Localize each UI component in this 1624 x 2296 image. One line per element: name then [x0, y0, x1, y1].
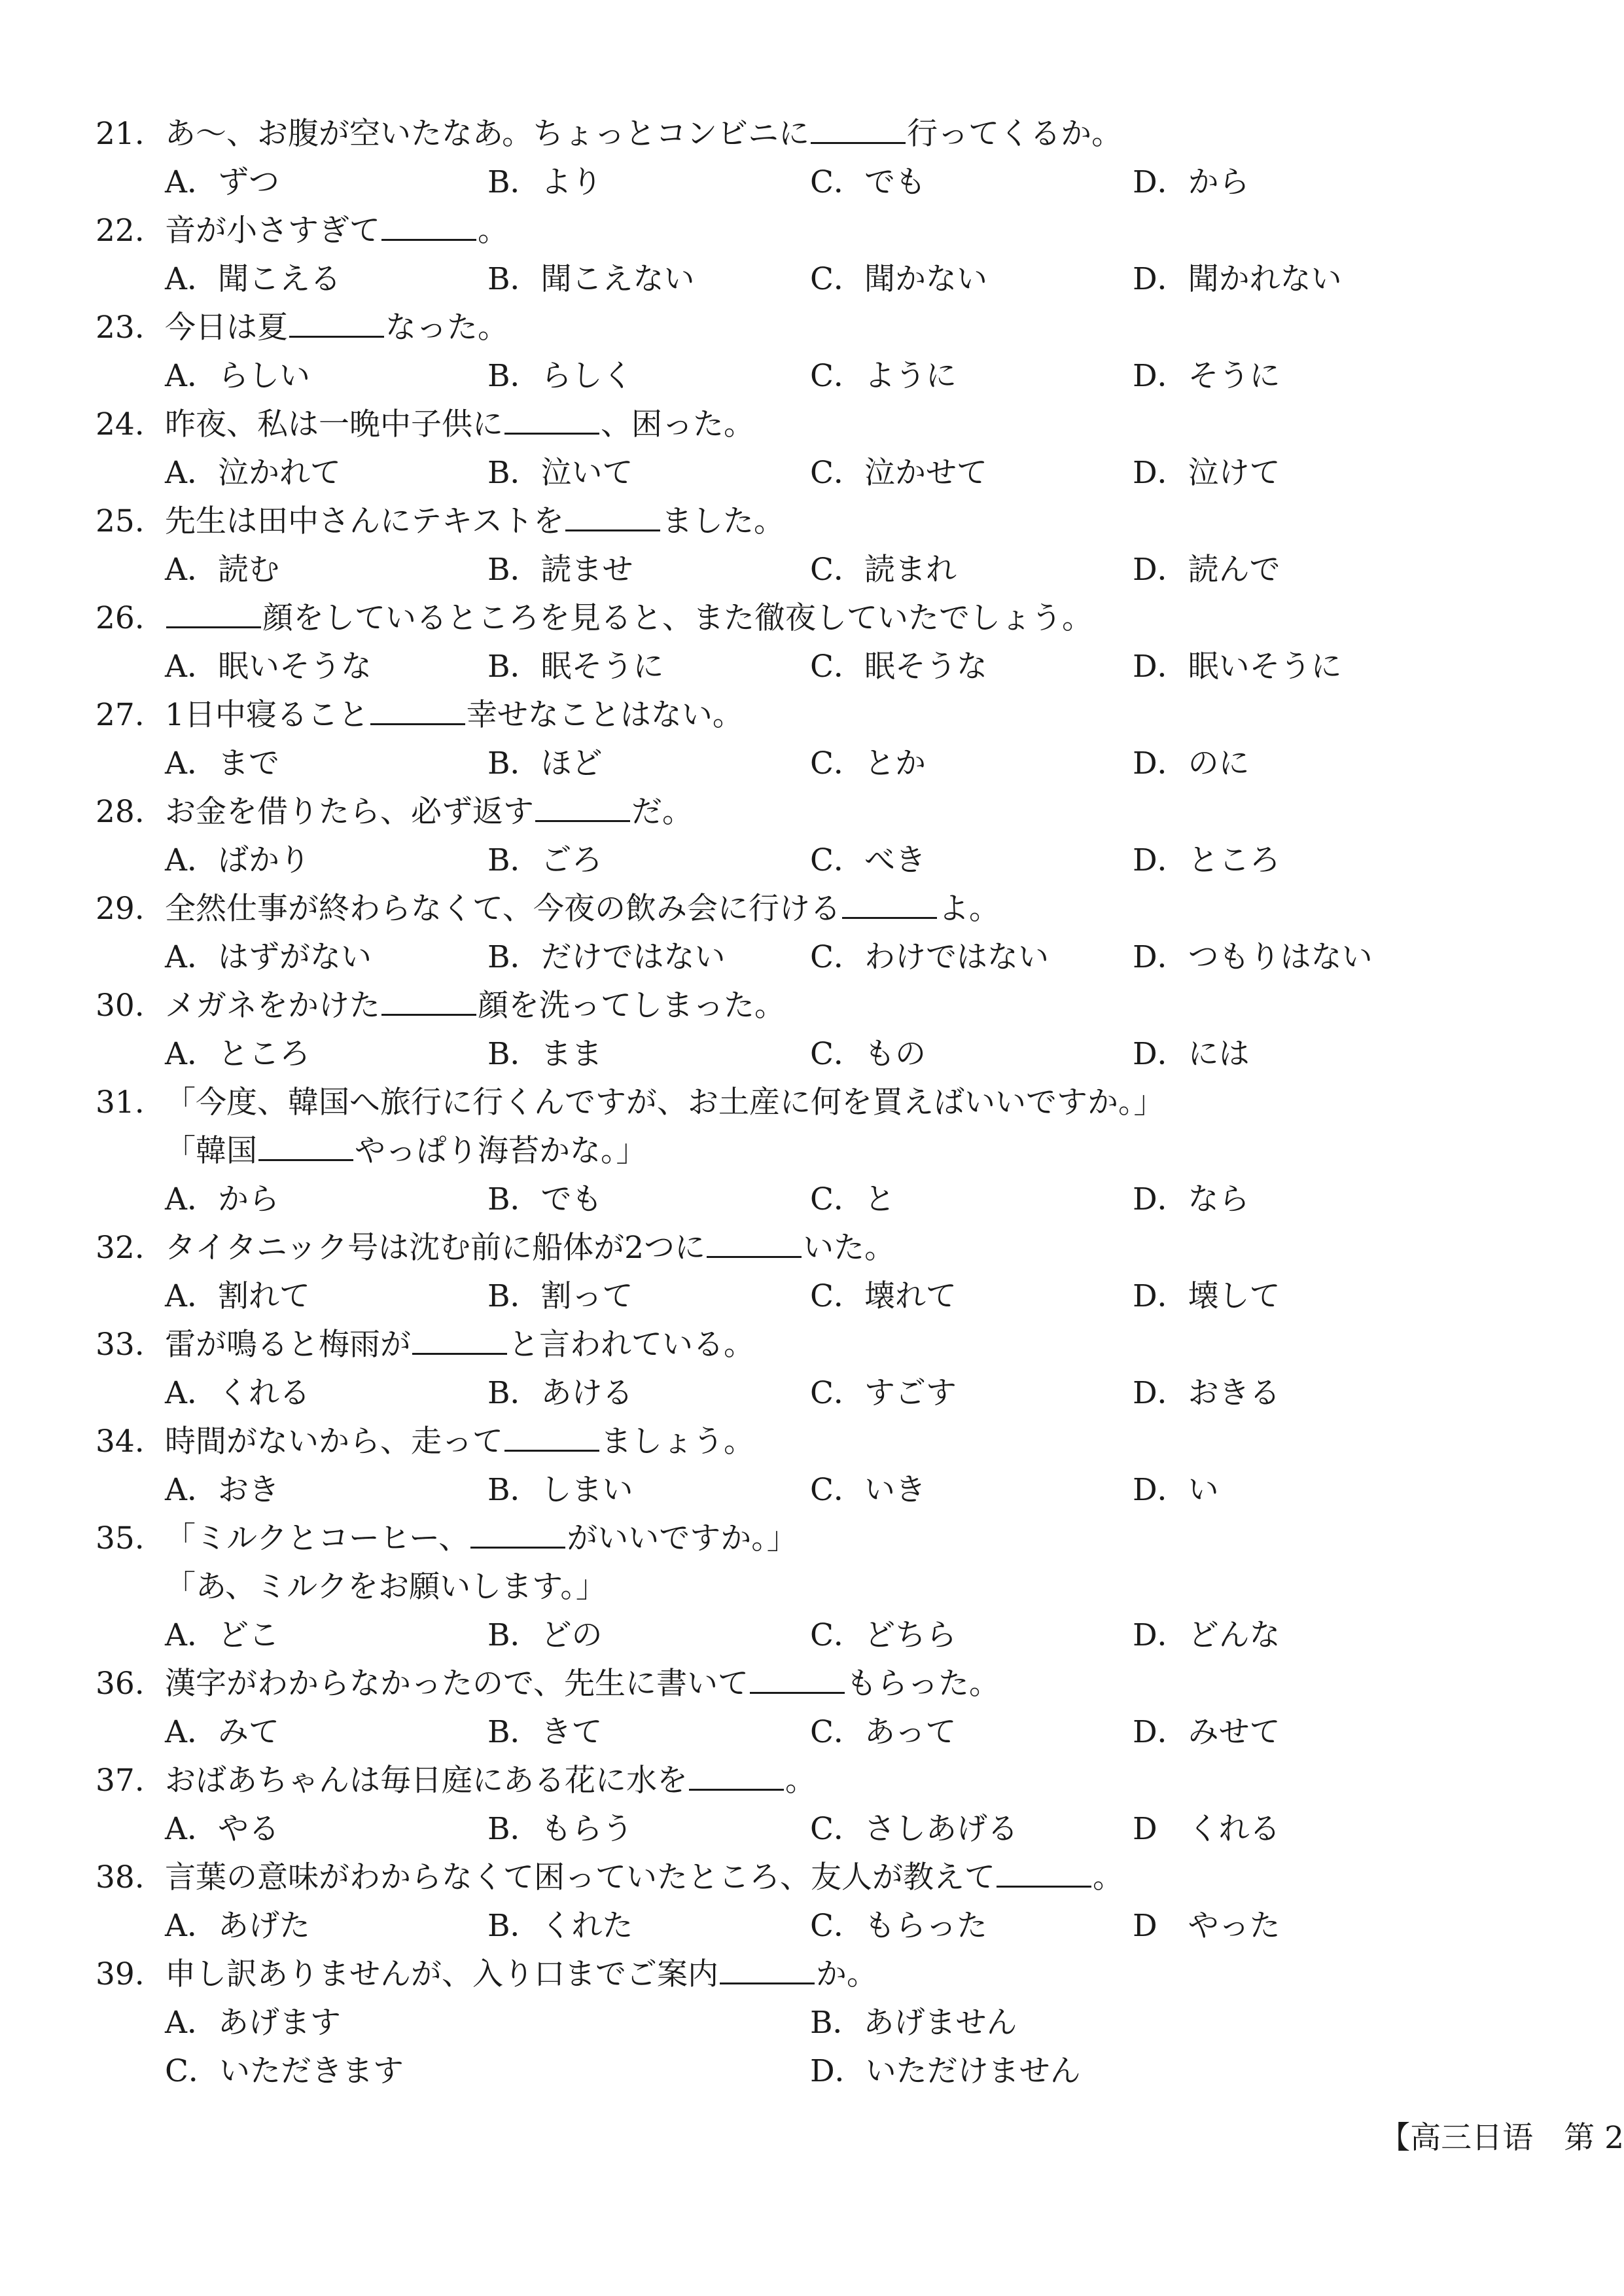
- answer-blank: [470, 1520, 565, 1549]
- option-a: A．まで: [165, 745, 279, 781]
- question-text-after: 。: [1093, 1859, 1123, 1895]
- question-text-after: やっぱり海苔かな。」: [355, 1133, 647, 1169]
- question-text: [165, 788, 693, 836]
- answer-blank: [750, 1666, 845, 1694]
- option-b: B．聞こえない: [487, 261, 695, 297]
- option-b: B．割って: [487, 1278, 633, 1314]
- question-text-before: メガネをかけた: [165, 988, 380, 1024]
- question-number: 23.: [96, 310, 145, 346]
- option-c: C．泣かせて: [810, 455, 987, 491]
- question-number: 36.: [96, 1666, 145, 1702]
- question-23: [96, 304, 1535, 401]
- question-text: [165, 1418, 754, 1466]
- option-d: D．読んで: [1133, 552, 1280, 588]
- option-b: B．らしく: [487, 358, 633, 394]
- options-row: [96, 836, 1535, 885]
- question-text-before: お金を借りたら、必ず返す: [165, 794, 534, 830]
- options-row: [96, 1030, 1535, 1079]
- option-a: A．泣かれて: [165, 455, 341, 491]
- question-text-before: 音が小さすぎて: [165, 213, 380, 249]
- option-b: B．読ませ: [487, 552, 633, 588]
- question-text: [165, 1950, 877, 1999]
- question-text: [165, 304, 508, 352]
- answer-blank: [289, 310, 384, 338]
- option-b: B．しまい: [487, 1472, 633, 1508]
- answer-blank: [811, 116, 906, 144]
- option-c: C．もらった: [810, 1908, 987, 1944]
- option-a: A．はずがない: [165, 939, 372, 975]
- options-row: [96, 933, 1535, 982]
- question-38: [96, 1854, 1535, 1950]
- answer-blank: [842, 891, 937, 919]
- answer-blank: [370, 697, 465, 725]
- option-d: D．つもりはない: [1133, 939, 1373, 975]
- question-text: [165, 207, 508, 255]
- options-row: [96, 1466, 1535, 1515]
- question-text: [165, 110, 1122, 158]
- options-row: [96, 740, 1535, 788]
- question-text-before: あ～、お腹が空いたなあ。ちょっとコンビニに: [165, 116, 810, 152]
- question-text-before: 今日は夏: [165, 310, 288, 346]
- options-row: [96, 1708, 1535, 1757]
- options-row: [96, 255, 1535, 304]
- option-d: D．おきる: [1133, 1375, 1280, 1411]
- options-row: [96, 1805, 1535, 1854]
- question-text: [165, 1224, 895, 1272]
- option-a: A．聞こえる: [165, 261, 341, 297]
- question-number: 37.: [96, 1763, 145, 1799]
- option-a: A．やる: [165, 1811, 279, 1847]
- question-text-before: 申し訳ありませんが、入り口までご案内: [165, 1956, 718, 1992]
- question-list: [96, 110, 1535, 2096]
- option-c: C．聞かない: [810, 261, 987, 297]
- option-a: A．ばかり: [165, 842, 310, 878]
- question-34: [96, 1418, 1535, 1515]
- question-text-line2: [165, 1127, 647, 1175]
- question-37: [96, 1757, 1535, 1854]
- page-footer: 【高三日语 第 2: [1379, 2120, 1624, 2156]
- question-text-before: 雷が鳴ると梅雨が: [165, 1327, 411, 1363]
- answer-blank: [504, 406, 599, 435]
- option-a: A．みて: [165, 1714, 279, 1750]
- question-text-after: 行ってくるか。: [907, 116, 1123, 152]
- option-d: D．泣けて: [1133, 455, 1280, 491]
- option-b: B．どの: [487, 1617, 603, 1653]
- question-31: [96, 1079, 1535, 1224]
- answer-blank: [381, 213, 476, 241]
- option-d: D．のに: [1133, 745, 1250, 781]
- question-text-after: と言われている。: [508, 1327, 754, 1363]
- question-25: [96, 497, 1535, 594]
- question-text: [165, 1660, 1000, 1708]
- question-text-after: ました。: [662, 503, 785, 539]
- option-b: B．眠そうに: [487, 649, 664, 685]
- question-number: 29.: [96, 891, 145, 927]
- option-b: B．でも: [487, 1181, 603, 1217]
- option-d: D やった: [1133, 1908, 1280, 1944]
- question-number: 39.: [96, 1956, 145, 1992]
- option-a: A．割れて: [165, 1278, 310, 1314]
- option-c: C．いただきます: [165, 2053, 404, 2089]
- question-text-before: 昨夜、私は一晩中子供に: [165, 406, 503, 442]
- question-number: 21.: [96, 116, 145, 152]
- question-text: [165, 1321, 754, 1369]
- question-35: [96, 1515, 1535, 1660]
- question-33: [96, 1321, 1535, 1418]
- question-number: 33.: [96, 1327, 145, 1363]
- question-text-after: なった。: [385, 310, 508, 346]
- option-a: A．あげた: [165, 1908, 310, 1944]
- question-29: [96, 885, 1535, 982]
- option-c: C．さしあげる: [810, 1811, 1018, 1847]
- answer-blank: [258, 1133, 353, 1161]
- question-text: [165, 401, 754, 449]
- option-a: A．読む: [165, 552, 279, 588]
- question-text-after: 。: [785, 1763, 816, 1799]
- question-number: 25.: [96, 503, 145, 539]
- option-a: A．ところ: [165, 1036, 310, 1072]
- question-number: 30.: [96, 988, 145, 1024]
- answer-blank: [997, 1859, 1091, 1888]
- question-text-after: 幸せなことはない。: [466, 697, 743, 733]
- option-c: C．べき: [810, 842, 926, 878]
- question-24: [96, 401, 1535, 497]
- options-row: [96, 352, 1535, 401]
- question-text-before: おばあちゃんは毎日庭にある花に水を: [165, 1763, 688, 1799]
- option-b: B．泣いて: [487, 455, 633, 491]
- option-b: B．もらう: [487, 1811, 633, 1847]
- option-c: C．と: [810, 1181, 895, 1217]
- question-text-before: 全然仕事が終わらなくて、今夜の飲み会に行ける: [165, 891, 841, 927]
- question-text: [165, 691, 743, 740]
- option-c: C．もの: [810, 1036, 926, 1072]
- question-text: 「今度、韓国へ旅行に行くんですが、お土産に何を買えばいいですか。」: [165, 1085, 1165, 1121]
- answer-blank: [166, 600, 261, 628]
- answer-blank: [720, 1956, 815, 1984]
- option-c: C．ように: [810, 358, 957, 394]
- option-d: D．聞かれない: [1133, 261, 1342, 297]
- option-b: B．まま: [487, 1036, 603, 1072]
- options-row: [96, 1611, 1535, 1660]
- question-number: 26.: [96, 600, 145, 636]
- option-b: B．くれた: [487, 1908, 633, 1944]
- question-number: 35.: [96, 1520, 145, 1556]
- options-row: [96, 643, 1535, 691]
- question-number: 34.: [96, 1424, 145, 1460]
- question-text-before: 言葉の意味がわからなくて困っていたところ、友人が教えて: [165, 1859, 995, 1895]
- option-b: B．きて: [487, 1714, 603, 1750]
- option-a: A．どこ: [165, 1617, 279, 1653]
- question-number: 24.: [96, 406, 145, 442]
- question-text-before: 漢字がわからなかったので、先生に書いて: [165, 1666, 749, 1702]
- options-row: [96, 2047, 1535, 2096]
- question-text-after: よ。: [938, 891, 1000, 927]
- option-a: A．から: [165, 1181, 279, 1217]
- option-d: D．壊して: [1133, 1278, 1280, 1314]
- question-text-after: もらった。: [846, 1666, 1000, 1702]
- question-text-before: 「韓国: [165, 1133, 257, 1169]
- option-c: C．わけではない: [810, 939, 1049, 975]
- option-c: C．すごす: [810, 1375, 957, 1411]
- question-text: [165, 885, 1000, 933]
- question-text-after: 顔を洗ってしまった。: [478, 988, 785, 1024]
- option-d: D．そうに: [1133, 358, 1280, 394]
- question-21: [96, 110, 1535, 207]
- question-39: [96, 1950, 1535, 2096]
- option-b: B．あける: [487, 1375, 633, 1411]
- option-c: C．とか: [810, 745, 926, 781]
- answer-blank: [504, 1424, 599, 1452]
- answer-blank: [707, 1230, 802, 1258]
- question-text: [165, 1757, 816, 1805]
- answer-blank: [535, 794, 630, 822]
- option-c: C．どちら: [810, 1617, 957, 1653]
- option-a: A．あげます: [165, 2005, 341, 2041]
- question-30: [96, 982, 1535, 1079]
- answer-blank: [412, 1327, 507, 1355]
- option-b: B．だけではない: [487, 939, 726, 975]
- question-text-after: いた。: [803, 1230, 896, 1266]
- option-d: D くれる: [1133, 1811, 1280, 1847]
- question-text-before: 「ミルクとコーヒー、: [165, 1520, 470, 1556]
- options-row: [96, 158, 1535, 207]
- option-d: D．には: [1133, 1036, 1250, 1072]
- question-number: 22.: [96, 213, 145, 249]
- question-text-after: か。: [816, 1956, 877, 1992]
- question-number: 31.: [96, 1085, 145, 1121]
- option-a: A．ずつ: [165, 164, 279, 200]
- question-text-before: タイタニック号は沈む前に船体が2つに: [165, 1230, 706, 1266]
- options-row: [96, 546, 1535, 594]
- option-d: D．ところ: [1133, 842, 1280, 878]
- option-d: D．から: [1133, 164, 1250, 200]
- answer-blank: [565, 503, 660, 531]
- options-row: [96, 1175, 1535, 1224]
- question-text-after: 顔をしているところを見ると、また徹夜していたでしょう。: [262, 600, 1093, 636]
- question-number: 32.: [96, 1230, 145, 1266]
- question-text: [165, 594, 1093, 643]
- option-d: D．みせて: [1133, 1714, 1280, 1750]
- question-number: 38.: [96, 1859, 145, 1895]
- option-d: D．どんな: [1133, 1617, 1280, 1653]
- question-text: [165, 982, 785, 1030]
- option-a: A．眠いそうな: [165, 649, 372, 685]
- question-text-after: だ。: [631, 794, 693, 830]
- option-b: B．より: [487, 164, 603, 200]
- question-text-after: がいいですか。」: [567, 1520, 798, 1556]
- answer-blank: [381, 988, 476, 1016]
- options-row: [96, 1272, 1535, 1321]
- option-c: C．壊れて: [810, 1278, 957, 1314]
- option-d: D．なら: [1133, 1181, 1250, 1217]
- question-text: [165, 497, 785, 546]
- options-row: [96, 1369, 1535, 1418]
- option-c: C．読まれ: [810, 552, 957, 588]
- question-36: [96, 1660, 1535, 1757]
- option-b: B．ごろ: [487, 842, 603, 878]
- option-d: D．いただけません: [810, 2053, 1081, 2089]
- options-row: [96, 449, 1535, 497]
- option-c: C．あって: [810, 1714, 957, 1750]
- question-number: 28.: [96, 794, 145, 830]
- question-26: [96, 594, 1535, 691]
- question-27: [96, 691, 1535, 788]
- option-c: C．眠そうな: [810, 649, 987, 685]
- question-22: [96, 207, 1535, 304]
- option-a: A．らしい: [165, 358, 310, 394]
- question-text: [165, 1854, 1123, 1902]
- question-text-after: 。: [478, 213, 508, 249]
- option-b: B．ほど: [487, 745, 603, 781]
- option-a: A．くれる: [165, 1375, 310, 1411]
- options-row: [96, 1902, 1535, 1950]
- question-text-before: 1日中寝ること: [165, 697, 369, 733]
- question-text-after: ましょう。: [601, 1424, 754, 1460]
- question-28: [96, 788, 1535, 885]
- option-d: D．い: [1133, 1472, 1219, 1508]
- option-a: A．おき: [165, 1472, 279, 1508]
- option-c: C．いき: [810, 1472, 926, 1508]
- question-text-after: 、困った。: [601, 406, 754, 442]
- option-d: D．眠いそうに: [1133, 649, 1342, 685]
- answer-blank: [689, 1763, 784, 1791]
- options-row: [96, 1999, 1535, 2047]
- option-b: B．あげません: [810, 2005, 1017, 2041]
- option-c: C．でも: [810, 164, 926, 200]
- question-32: [96, 1224, 1535, 1321]
- question-text-before: 先生は田中さんにテキストを: [165, 503, 565, 539]
- question-text: [165, 1515, 798, 1563]
- question-text-before: 時間がないから、走って: [165, 1424, 503, 1460]
- question-text-line2: 「あ、ミルクをお願いします。」: [165, 1569, 607, 1605]
- question-number: 27.: [96, 697, 145, 733]
